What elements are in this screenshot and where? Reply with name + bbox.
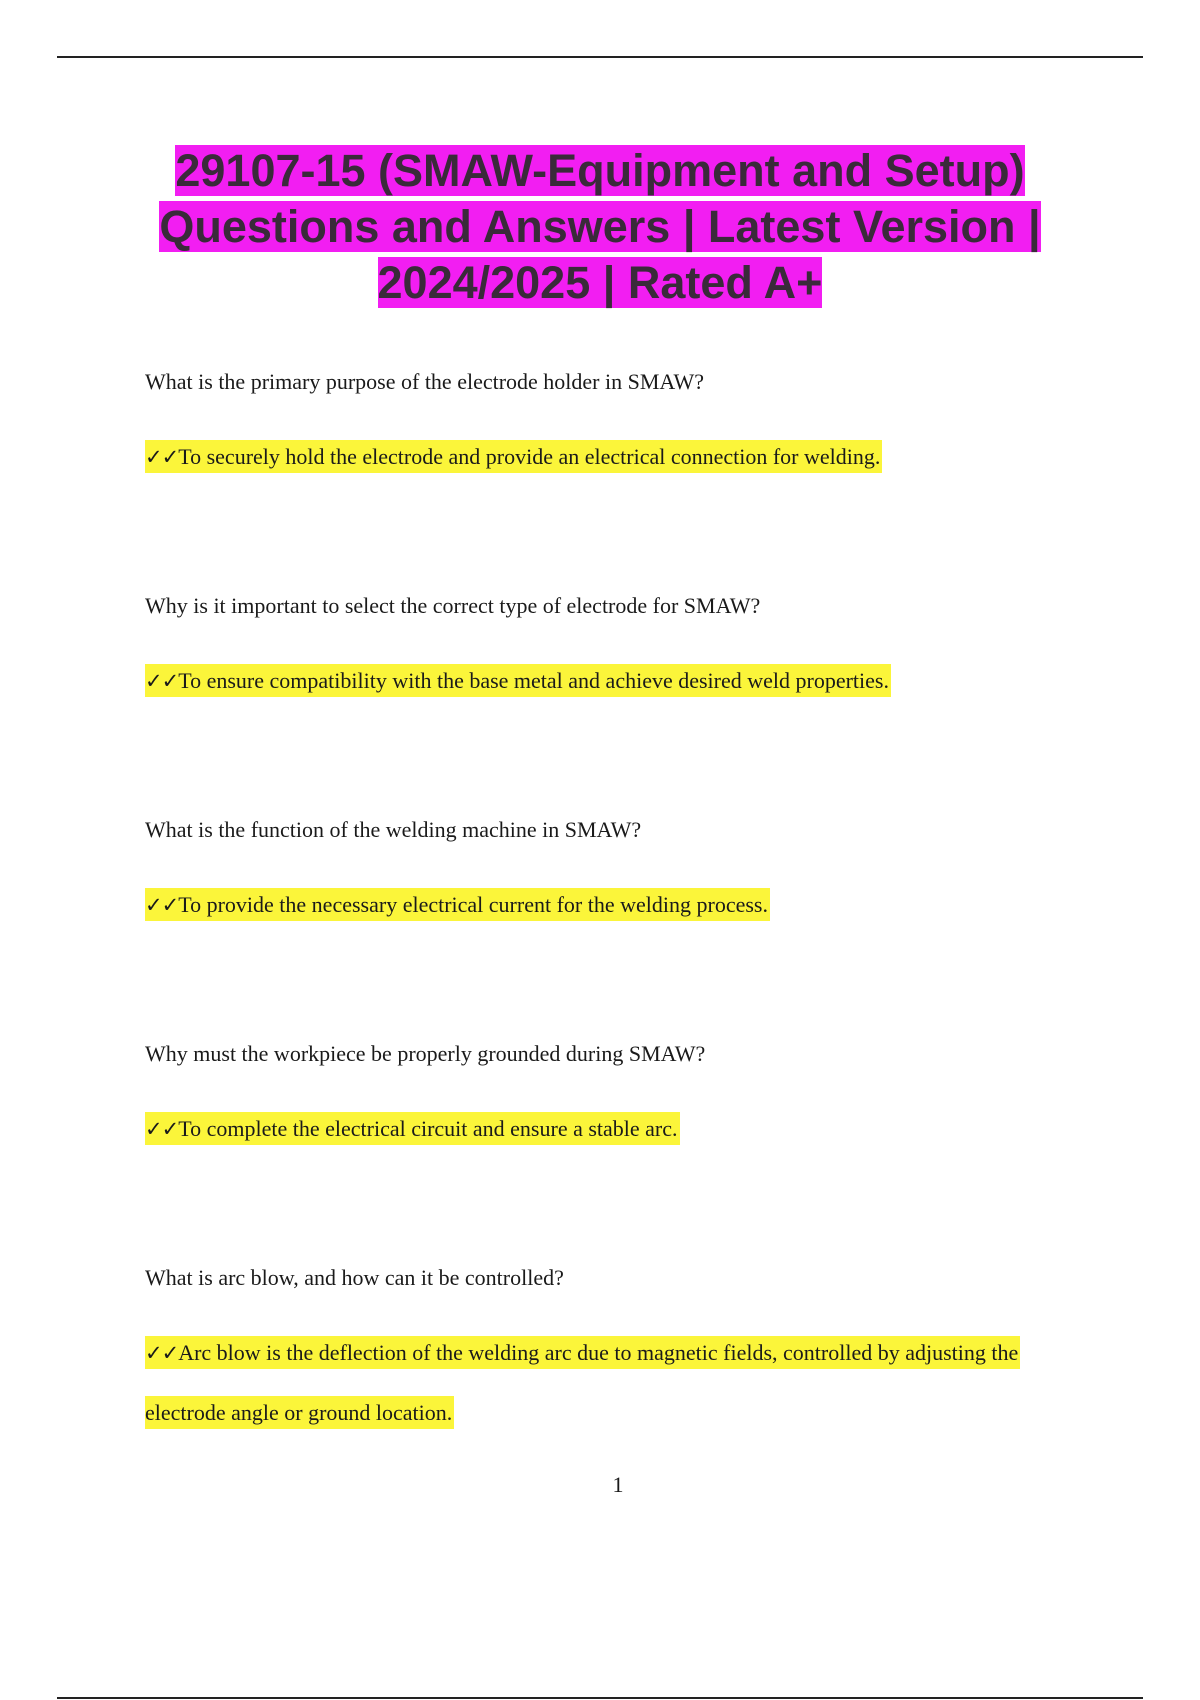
answer-paragraph: [145, 1323, 1085, 1443]
question-text: Why is it important to select the correct type of electrode for SMAW?: [145, 593, 761, 618]
answer-highlight: [145, 1336, 1020, 1429]
qa-item-1: [145, 367, 1085, 487]
answer-paragraph: [145, 1099, 1085, 1159]
answer-highlight: [145, 888, 770, 921]
answer-text: Arc blow is the deflection of the welding arc due to magnetic fields, controlled by adjusting the electrode angle or ground location.: [145, 1340, 1019, 1425]
double-check-icon: ✓✓: [145, 893, 179, 917]
question-text: What is the primary purpose of the electrode holder in SMAW?: [145, 369, 705, 394]
double-check-icon: ✓✓: [145, 445, 179, 469]
answer-text: To provide the necessary electrical current for the welding process.: [178, 892, 768, 917]
answer-paragraph: [145, 875, 1085, 935]
double-check-icon: ✓✓: [145, 1117, 179, 1141]
question-text: What is arc blow, and how can it be controlled?: [145, 1265, 564, 1290]
question-text: Why must the workpiece be properly grounded during SMAW?: [145, 1041, 706, 1066]
question-text: What is the function of the welding machine in SMAW?: [145, 817, 642, 842]
qa-item-4: [145, 1039, 1085, 1159]
answer-text: To ensure compatibility with the base metal and achieve desired weld properties.: [178, 668, 889, 693]
answer-text: To securely hold the electrode and provide an electrical connection for welding.: [178, 444, 881, 469]
answer-highlight: [145, 1112, 680, 1145]
qa-item-2: [145, 591, 1085, 711]
page-number: 1: [612, 1472, 624, 1497]
qa-item-5: [145, 1263, 1085, 1443]
document-title: 29107-15 (SMAW-Equipment and Setup) Questions and Answers | Latest Version | 2024/2025 | Rated A+: [159, 145, 1041, 308]
answer-highlight: [145, 440, 882, 473]
answer-paragraph: [145, 427, 1085, 487]
double-check-icon: ✓✓: [145, 1341, 179, 1365]
top-rule: [57, 56, 1143, 58]
answer-paragraph: [145, 651, 1085, 711]
bottom-rule: [57, 1697, 1143, 1699]
qa-item-3: [145, 815, 1085, 935]
answer-highlight: [145, 664, 891, 697]
double-check-icon: ✓✓: [145, 669, 179, 693]
document-title-block: [130, 143, 1070, 311]
answer-text: To complete the electrical circuit and ensure a stable arc.: [178, 1116, 678, 1141]
